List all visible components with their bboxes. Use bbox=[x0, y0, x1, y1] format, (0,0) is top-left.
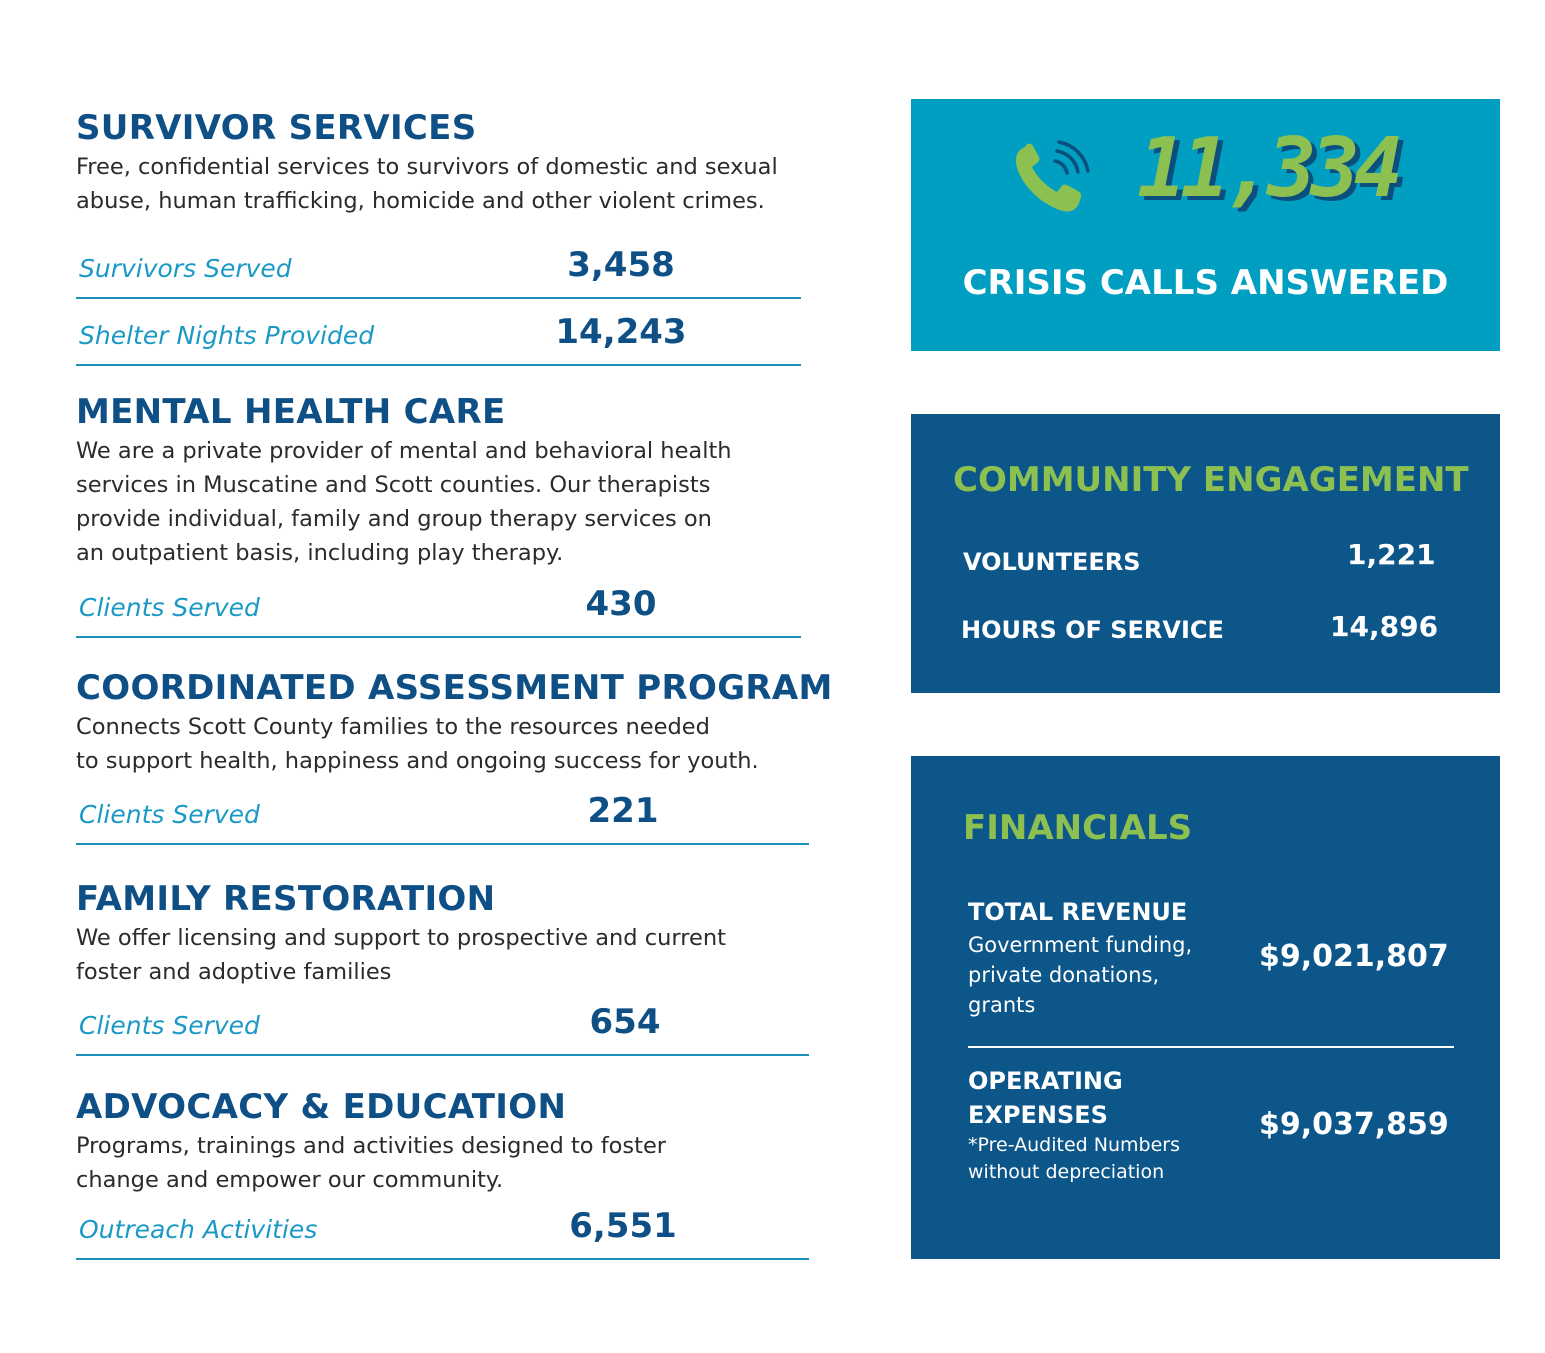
stat-label: Clients Served bbox=[79, 800, 260, 829]
stat-label: Survivors Served bbox=[79, 254, 292, 283]
stat-row-survivors-served bbox=[76, 241, 801, 299]
section-title: COORDINATED ASSESSMENT PROGRAM bbox=[76, 668, 833, 708]
financials-title: FINANCIALS bbox=[963, 808, 1193, 848]
stat-value: 221 bbox=[587, 791, 659, 831]
section-coordinated-assessment-program bbox=[76, 668, 833, 778]
financials-divider bbox=[968, 1046, 1454, 1048]
stat-label: Clients Served bbox=[79, 1011, 260, 1040]
section-advocacy-education bbox=[76, 1087, 666, 1197]
stat-row-clients-served bbox=[76, 998, 809, 1056]
hours-of-service-label: HOURS OF SERVICE bbox=[961, 616, 1224, 644]
total-revenue-description: Government funding, private donations, grants bbox=[968, 933, 1193, 1017]
hours-of-service-value: 14,896 bbox=[1330, 610, 1439, 643]
total-revenue-value: $9,021,807 bbox=[1259, 939, 1449, 974]
stat-label: Outreach Activities bbox=[79, 1215, 318, 1244]
stat-row-clients-served bbox=[76, 580, 801, 638]
section-title: FAMILY RESTORATION bbox=[76, 879, 496, 919]
operating-expenses-label: OPERATING EXPENSES bbox=[968, 1067, 1123, 1129]
stat-row-shelter-nights bbox=[76, 308, 801, 366]
section-description: Connects Scott County families to the resources needed to support health, happiness and ongoing success for youth. bbox=[76, 714, 759, 774]
stat-row-clients-served bbox=[76, 787, 809, 845]
stat-label: Clients Served bbox=[79, 593, 260, 622]
volunteers-value: 1,221 bbox=[1347, 538, 1436, 571]
community-engagement-title: COMMUNITY ENGAGEMENT bbox=[953, 460, 1469, 500]
stat-value: 3,458 bbox=[567, 245, 675, 285]
section-description: We are a private provider of mental and behavioral health services in Muscatine and Scott counties. Our therapists provide individual, family and group therapy services on an outpatient basis, including play therapy. bbox=[76, 438, 732, 566]
section-description: Free, confidential services to survivors of domestic and sexual abuse, human trafficking, homicide and other violent crimes. bbox=[76, 154, 778, 214]
crisis-calls-panel bbox=[911, 99, 1500, 351]
operating-expenses-value: $9,037,859 bbox=[1259, 1107, 1449, 1142]
section-title: ADVOCACY & EDUCATION bbox=[76, 1087, 567, 1127]
stat-value: 654 bbox=[589, 1002, 661, 1042]
financials-panel bbox=[911, 756, 1500, 1259]
volunteers-label: VOLUNTEERS bbox=[963, 548, 1141, 576]
total-revenue-label: TOTAL REVENUE bbox=[968, 898, 1188, 926]
stat-value: 14,243 bbox=[555, 312, 687, 352]
stat-row-outreach-activities bbox=[76, 1202, 809, 1260]
crisis-calls-caption: CRISIS CALLS ANSWERED bbox=[962, 263, 1449, 303]
crisis-calls-number: 11,334 bbox=[1137, 121, 1398, 216]
section-description: We offer licensing and support to prospective and current foster and adoptive families bbox=[76, 925, 726, 985]
section-mental-health-care bbox=[76, 392, 732, 570]
stat-value: 430 bbox=[585, 584, 657, 624]
section-title: MENTAL HEALTH CARE bbox=[76, 392, 506, 432]
community-engagement-panel bbox=[911, 414, 1500, 693]
stat-label: Shelter Nights Provided bbox=[79, 321, 375, 350]
section-family-restoration bbox=[76, 879, 726, 989]
pre-audited-note: *Pre-Audited Numbers without depreciation bbox=[968, 1134, 1180, 1183]
section-survivor-services bbox=[76, 108, 778, 218]
stat-value: 6,551 bbox=[569, 1206, 677, 1246]
section-description: Programs, trainings and activities designed to foster change and empower our community. bbox=[76, 1133, 667, 1193]
phone-icon bbox=[1011, 139, 1091, 219]
section-title: SURVIVOR SERVICES bbox=[76, 108, 477, 148]
